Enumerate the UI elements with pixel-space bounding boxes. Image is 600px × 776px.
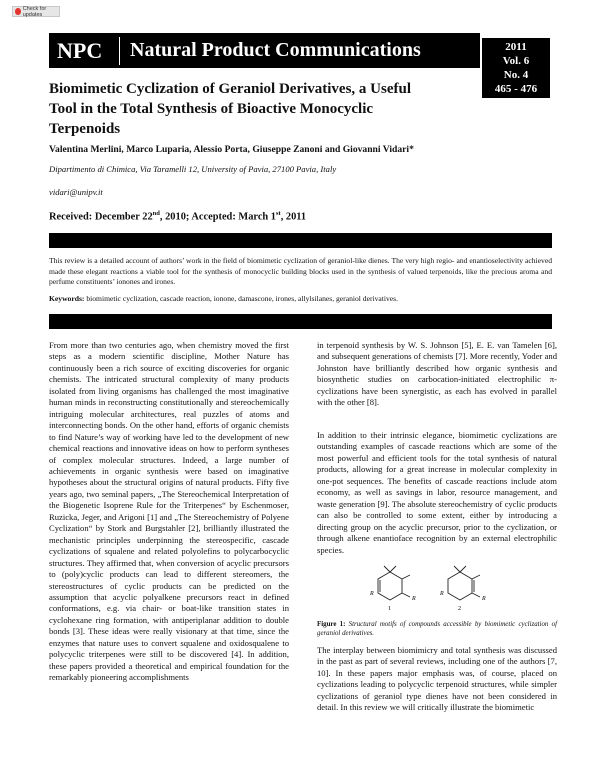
received-date-suffix: nd xyxy=(152,210,160,217)
figure-label-r2: R xyxy=(412,596,416,602)
check-for-updates-badge[interactable] xyxy=(12,6,60,17)
abstract-text: This review is a detailed account of authors’ work in the field of biomimetic cyclization of geraniol-like dienes. The very high regio- and enantioselectivity achieved made these elegant reactions a viable tool for the synthesis of monocyclic building blocks used in the synthesis of valued terpenoids, like the precious aroma and perfume constituents’ ionones and irones. xyxy=(49,256,552,286)
keywords-text: biomimetic cyclization, cascade reaction, ionone, damascone, irones, allylsilanes, geraniol derivatives. xyxy=(86,294,398,303)
figure-caption xyxy=(317,621,557,638)
structural-motifs-figure xyxy=(360,564,510,614)
body-right-paragraph-3: The interplay between biomimicry and total synthesis was discussed in the past as part of several reviews, including one of the authors [7, 10]. In these papers major emphasis was, of course, placed on cyclizations leading to polycyclic terpenoid structures, while simpler cyclizations of geraniol type dienes have not been considered in detail. In this review we will critically illustrate the biomimetic xyxy=(317,645,557,713)
author-affiliation: Dipartimento di Chimica, Via Taramelli 12, University of Pavia, 27100 Pavia, Italy xyxy=(49,164,337,174)
accepted-year: , 2011 xyxy=(280,211,307,223)
journal-name: Natural Product Communications xyxy=(130,39,421,61)
issue-volume: Vol. 6 xyxy=(502,55,530,67)
keywords-label: Keywords: xyxy=(49,294,85,303)
figure-caption-text: Structural motifs of compounds accessible by biomimetic cyclization of geraniol derivatives. xyxy=(317,621,557,637)
abstract-top-rule xyxy=(49,233,552,248)
compound-number-2: 2 xyxy=(458,606,461,612)
body-left-column: From more than two centuries ago, when chemistry moved the first steps as a modern scientific discipline, Mother Nature has continuously been a rich source of exciting discoveries for organic chemists. The intricated structural complexity of many products isolated from living organisms has challenged the most imaginative human minds in reconstructing constitutionally and stereochemically intriguing molecular architectures, real puzzles of atoms and interconnecting bonds. On the other hand, efforts of organic chemists to find Nature’s way of working have led to the development of new chemical reactions and innovative ideas on how to perform syntheses of complex molecular structures. Indeed, a large number of achievements in organic synthesis were based on imaginative hypotheses about the structural origins of natural products. Fifty five years ago, two seminal papers, „The Stereochemical Interpretation of the Biogenetic Isoprene Rule for the Triterpenes“ by Eschenmoser, Ruzicka, Jeger, and Arigoni [1] and „The Stereochemistry of Polyene Cyclization“ by Stork and Burgstahler [2], brilliantly illustrated the mechanistic principles underpinning the stereospecific, cascade cyclizations of squalene and related polyolefins to polycarbocyclic structures. They affirmed that, when conversion of acyclic precursors to (poly)cyclic products can lead to different stereomers, the stereostructures of cyclic products can be predicted on the assumption that acyclic polyalkene precursors react in defined conformations, e.g. via chair- or boat-like transition states in cyclohexane ring formation, with antiperiplanar addition to double bonds [3]. These ideas were really visionary at that time, since the enzymes that nature uses to convert squalene and oxidosqualene to polycyclic triterpenes were still to be discovered [4]. In addition, these papers provided a theoretical and empirical foundation for the remarkably pioneering accomplishments xyxy=(49,340,289,683)
journal-abbreviation: NPC xyxy=(57,37,103,63)
figure-label-r4: R xyxy=(482,596,486,602)
crossmark-icon xyxy=(15,8,21,15)
compound-number-1: 1 xyxy=(388,606,391,612)
article-title: Biomimetic Cyclization of Geraniol Derivatives, a Useful Tool in the Total Synthesis of Bioactive Monocyclic Terpenoids xyxy=(49,81,412,137)
received-accepted-dates xyxy=(49,210,306,222)
accepted-date-suffix: st xyxy=(276,210,281,217)
received-date: Received: December 22 xyxy=(49,211,153,223)
figure-label-r1: R xyxy=(370,591,374,597)
structure-1 xyxy=(378,566,410,600)
figure-caption-label: Figure 1: xyxy=(317,621,346,628)
keywords-line xyxy=(49,294,552,303)
structure-2 xyxy=(448,566,480,600)
issue-pages: 465 - 476 xyxy=(494,83,538,95)
body-right-paragraph-1: in terpenoid synthesis by W. S. Johnson [5], E. E. van Tamelen [6], and subsequent generations of chemists [7]. More recently, Yoder and Johnston have brilliantly described how organic synthesis and biosynthetic studies on carbocation-initiated electrophilic π-cyclizations have been synergistic, as each has evolved in parallel with the other [8]. xyxy=(317,340,557,408)
issue-info xyxy=(482,38,550,98)
body-right-paragraph-2: In addition to their intrinsic elegance, biomimetic cyclizations are outstanding examples of cascade reactions which are some of the most powerful and efficient tools for the total synthesis of natural products, allowing for a great increase in molecular complexity in one-pot sequences. The benefits of cascade reactions include atom economy, as well as savings in labor, resource management, and waste generation [9]. The absolute stereochemistry of cyclic products can also be controlled to some extent, either by introducing a directing group on the acyclic precursor, prior to the cyclization, or through alkene enantioface recognition by an external electrophilic species. xyxy=(317,430,557,555)
abstract-bottom-rule xyxy=(49,314,552,329)
header-divider xyxy=(119,37,120,65)
issue-number: No. 4 xyxy=(503,69,529,81)
figure-label-r3: R xyxy=(440,591,444,597)
article-authors: Valentina Merlini, Marco Luparia, Alessio Porta, Giuseppe Zanoni and Giovanni Vidari* xyxy=(49,144,414,155)
journal-header xyxy=(49,33,480,68)
check-for-updates-label: Check for updates xyxy=(22,5,47,18)
accepted-date: , 2010; Accepted: March 1 xyxy=(159,211,277,223)
corresponding-email[interactable]: vidari@unipv.it xyxy=(49,187,103,197)
issue-year: 2011 xyxy=(505,41,527,53)
